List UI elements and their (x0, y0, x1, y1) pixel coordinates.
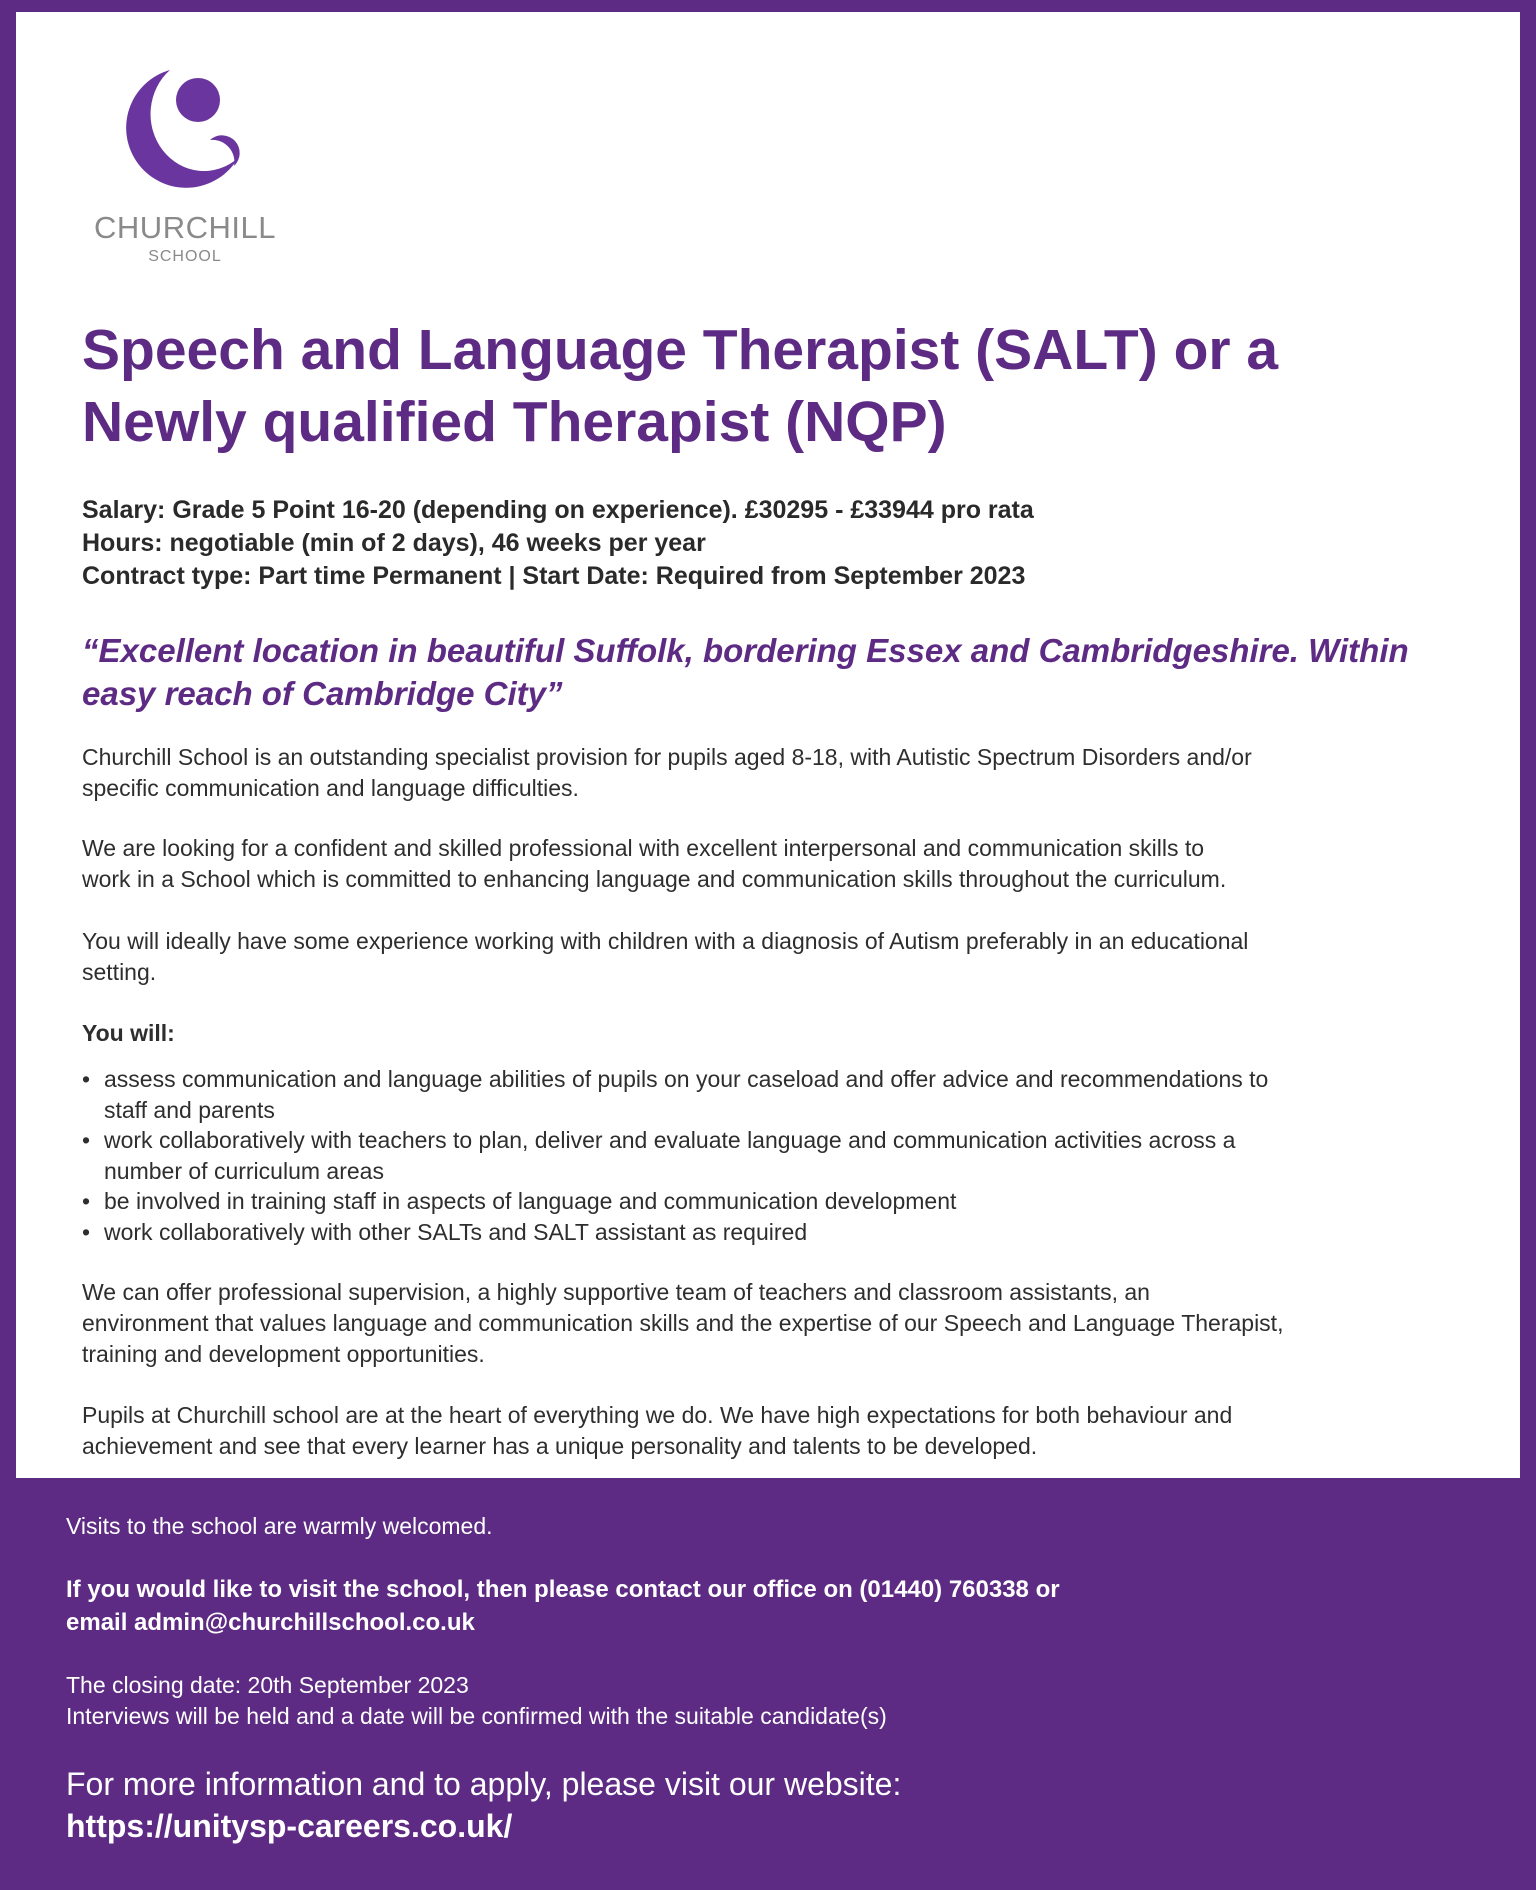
intro-paragraph (82, 742, 1482, 804)
paragraph-line: We can offer professional supervision, a highly supportive team of teachers and classroom assistants, an (82, 1279, 1150, 1305)
contact-line-1: If you would like to visit the school, then please contact our office on (01440) 760338 or (66, 1576, 1060, 1603)
churchill-logo-icon (110, 62, 250, 202)
bullet-icon: • (82, 1188, 91, 1214)
logo-wordmark: CHURCHILL (94, 210, 276, 245)
list-item (82, 1125, 1482, 1186)
list-item-line: staff and parents (104, 1096, 275, 1123)
job-title-line-2: Newly qualified Therapist (NQP) (82, 390, 947, 454)
contact-info (66, 1573, 1466, 1639)
paragraph-line: Churchill School is an outstanding specialist provision for pupils aged 8-18, with Autistic Spectrum Disorders and/or (82, 744, 1252, 770)
bullet-icon: • (82, 1127, 91, 1153)
closing-date: The closing date: 20th September 2023 (66, 1672, 469, 1698)
list-item (82, 1064, 1482, 1125)
closing-info (66, 1670, 1466, 1732)
offer-paragraph (82, 1277, 1482, 1370)
pupils-paragraph (82, 1400, 1482, 1462)
list-item-line: number of curriculum areas (104, 1157, 384, 1184)
paragraph-line: work in a School which is committed to enhancing language and communication skills throughout the curriculum. (82, 866, 1227, 892)
quote-line-2: easy reach of Cambridge City” (82, 675, 563, 712)
paragraph-line: environment that values language and communication skills and the expertise of our Speech and Language Therapist, (82, 1310, 1284, 1336)
job-details (82, 494, 1462, 593)
list-item-line: work collaboratively with other SALTs and SALT assistant as required (104, 1218, 808, 1245)
bullet-icon: • (82, 1218, 91, 1245)
you-will-heading: You will: (82, 1020, 175, 1046)
careers-website-link[interactable]: https://unitysp-careers.co.uk/ (66, 1808, 513, 1844)
list-item-line: be involved in training staff in aspects of language and communication development (104, 1188, 957, 1214)
location-quote (82, 629, 1462, 715)
contact-email[interactable]: email admin@churchillschool.co.uk (66, 1609, 475, 1636)
job-title-line-1: Speech and Language Therapist (SALT) or a (82, 318, 1279, 382)
list-item (82, 1186, 1482, 1217)
paragraph-line: setting. (82, 959, 157, 985)
bullet-icon: • (82, 1066, 91, 1092)
paragraph-line: training and development opportunities. (82, 1341, 485, 1367)
logo-subtitle: SCHOOL (148, 248, 222, 265)
paragraph-line: specific communication and language difficulties. (82, 775, 579, 801)
paragraph-line: We are looking for a confident and skilled professional with excellent interpersonal and communication skills to (82, 835, 1205, 861)
advert-card (16, 12, 1520, 1478)
apply-info (66, 1763, 1466, 1847)
paragraph-line: You will ideally have some experience working with children with a diagnosis of Autism preferably in an educational (82, 928, 1249, 954)
paragraph-line: achievement and see that every learner has a unique personality and talents to be developed. (82, 1433, 1038, 1459)
list-item-line: assess communication and language abilities of pupils on your caseload and offer advice and recommendations to (104, 1066, 1269, 1092)
hours-line: Hours: negotiable (min of 2 days), 46 weeks per year (82, 529, 706, 557)
contract-line: Contract type: Part time Permanent | Start Date: Required from September 2023 (82, 562, 1026, 590)
churchill-school-logo (80, 62, 310, 272)
duties-list (82, 1064, 1482, 1247)
quote-line-1: “Excellent location in beautiful Suffolk, bordering Essex and Cambridgeshire. Within (82, 632, 1409, 669)
experience-paragraph (82, 926, 1482, 988)
visits-welcome-text: Visits to the school are warmly welcomed. (66, 1513, 493, 1539)
list-item (82, 1217, 1482, 1248)
interviews-note: Interviews will be held and a date will be confirmed with the suitable candidate(s) (66, 1703, 887, 1729)
paragraph-line: Pupils at Churchill school are at the heart of everything we do. We have high expectations for both behaviour and (82, 1402, 1233, 1428)
more-info-text: For more information and to apply, please visit our website: (66, 1766, 902, 1802)
job-title (82, 314, 1462, 458)
salary-line: Salary: Grade 5 Point 16-20 (depending on experience). £30295 - £33944 pro rata (82, 496, 1034, 524)
looking-for-paragraph (82, 833, 1482, 895)
list-item-line: work collaboratively with teachers to plan, deliver and evaluate language and communication activities across a (104, 1127, 1236, 1153)
